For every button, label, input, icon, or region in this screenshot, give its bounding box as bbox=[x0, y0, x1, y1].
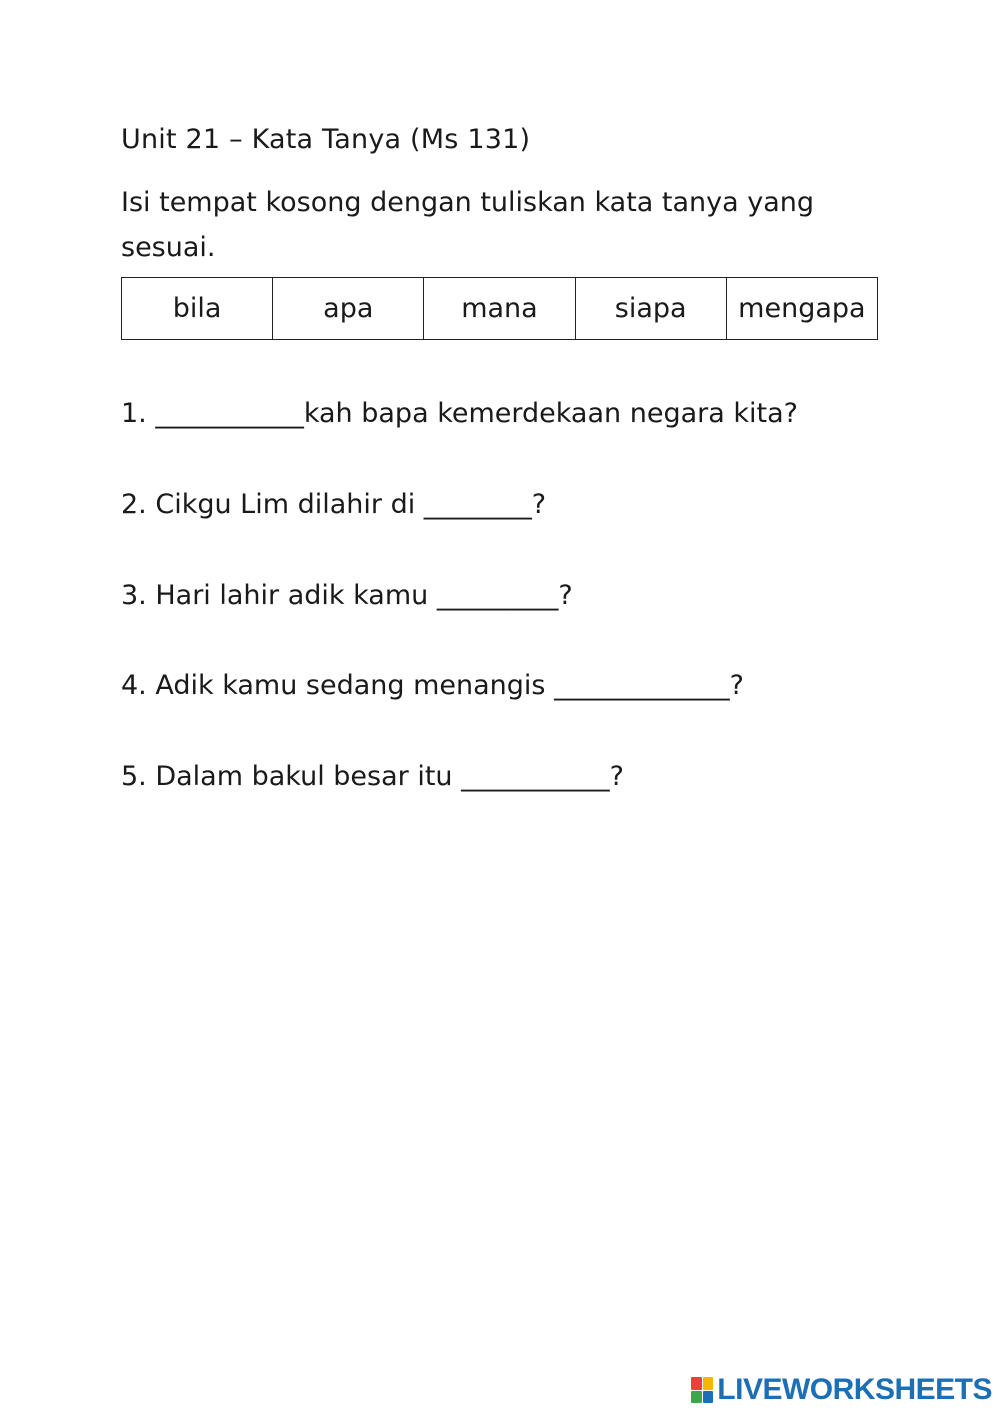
word-bank-table bbox=[121, 277, 878, 340]
question-1: 1. ___________kah bapa kemerdekaan negara kita? bbox=[121, 398, 798, 429]
word-bank-cell: apa bbox=[273, 278, 424, 340]
question-3: 3. Hari lahir adik kamu _________? bbox=[121, 580, 573, 611]
logo-square bbox=[691, 1391, 702, 1404]
logo-mark-icon bbox=[691, 1377, 713, 1403]
question-5: 5. Dalam bakul besar itu ___________? bbox=[121, 761, 624, 792]
logo-square bbox=[691, 1377, 702, 1390]
question-2: 2. Cikgu Lim dilahir di ________? bbox=[121, 489, 547, 520]
logo-square bbox=[703, 1391, 714, 1404]
word-bank-cell: mengapa bbox=[726, 278, 877, 340]
word-bank-row bbox=[122, 278, 878, 340]
instruction-text: Isi tempat kosong dengan tuliskan kata tanya yang sesuai. bbox=[121, 187, 815, 263]
liveworksheets-logo[interactable] bbox=[691, 1373, 992, 1407]
logo-square bbox=[703, 1377, 714, 1390]
page-title: Unit 21 – Kata Tanya (Ms 131) bbox=[121, 124, 531, 155]
word-bank-cell: bila bbox=[122, 278, 273, 340]
question-4: 4. Adik kamu sedang menangis _____________? bbox=[121, 670, 744, 701]
logo-text: LIVEWORKSHEETS bbox=[717, 1373, 992, 1406]
word-bank-cell: siapa bbox=[575, 278, 726, 340]
word-bank-cell: mana bbox=[424, 278, 575, 340]
